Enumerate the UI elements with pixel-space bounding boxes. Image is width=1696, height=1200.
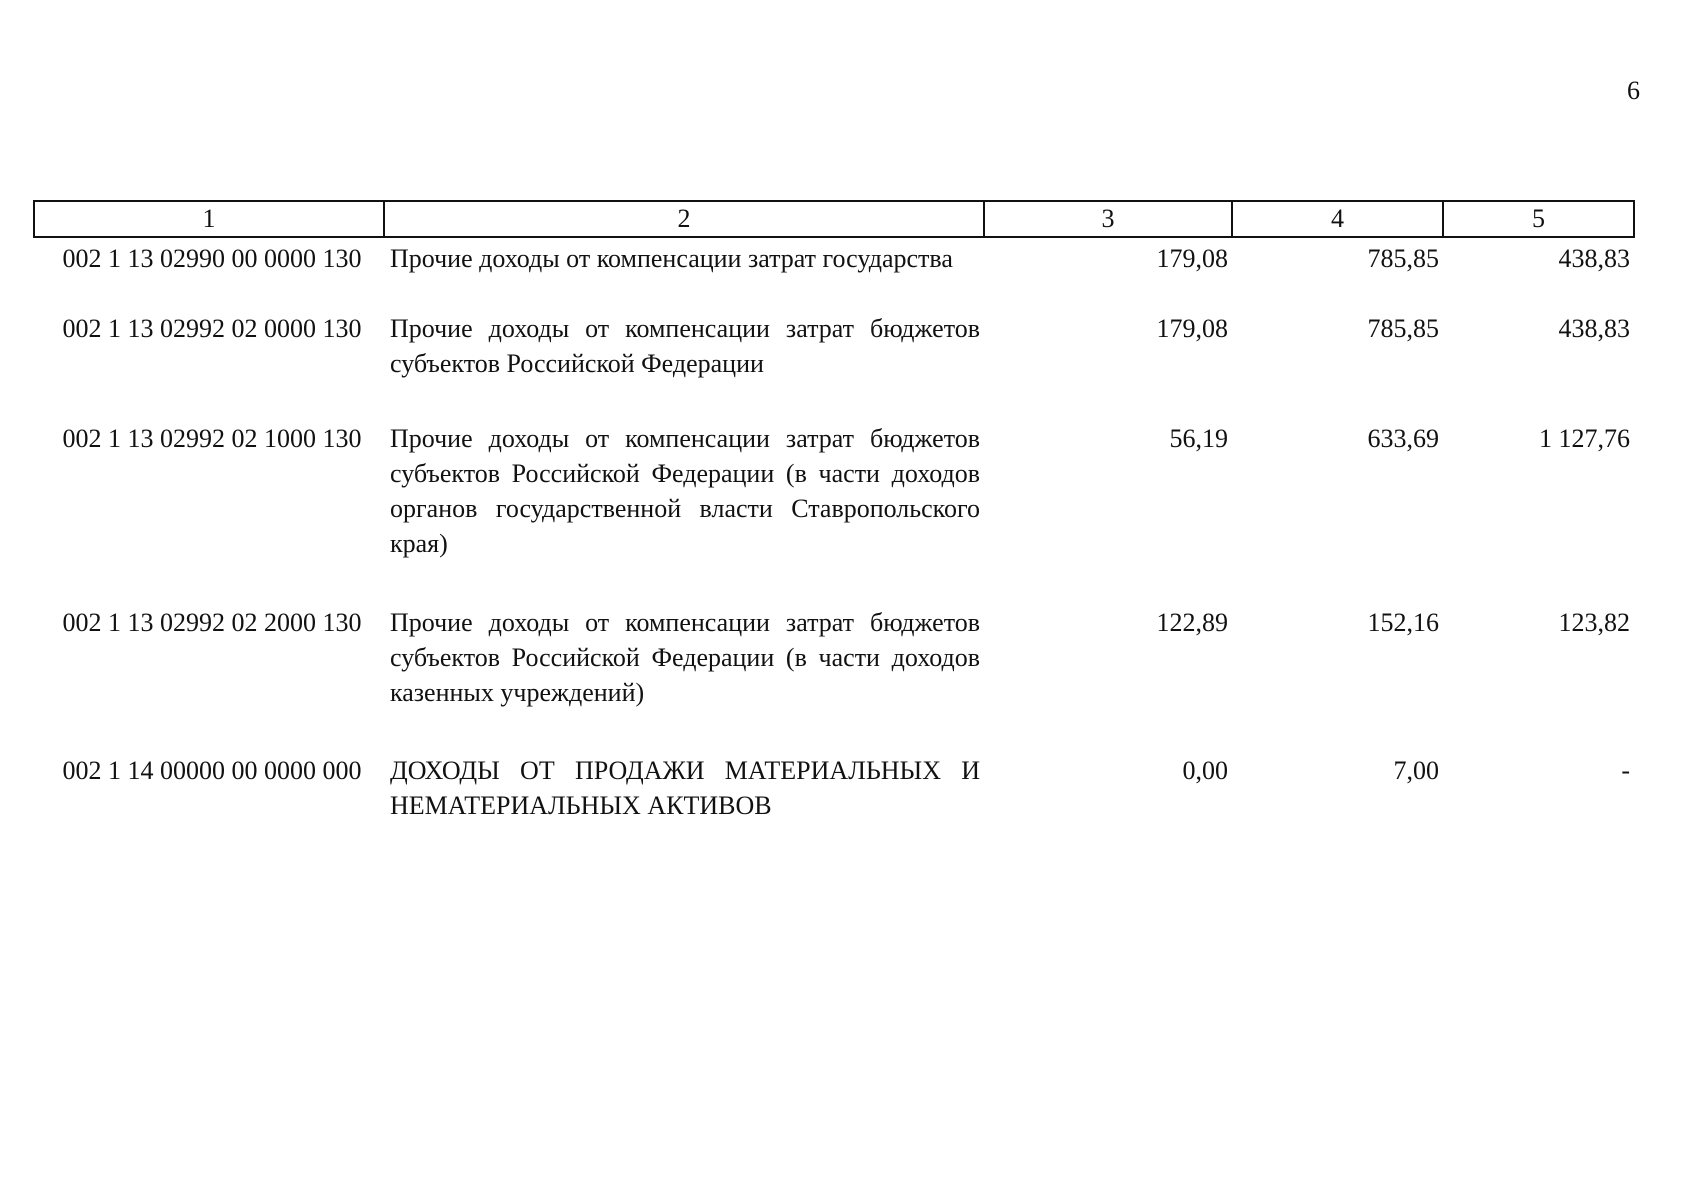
value-col-4: 7,00 <box>1393 756 1439 785</box>
revenue-description: Прочие доходы от компенсации затрат бюджетов субъектов Российской Федерации <box>390 314 980 378</box>
table-row <box>34 753 1634 833</box>
value-col-5: 438,83 <box>1558 314 1630 343</box>
budget-code: 002 1 14 00000 00 0000 000 <box>62 756 362 785</box>
revenue-description: ДОХОДЫ ОТ ПРОДАЖИ МАТЕРИАЛЬНЫХ И НЕМАТЕРИАЛЬНЫХ АКТИВОВ <box>390 756 980 820</box>
budget-code: 002 1 13 02992 02 0000 130 <box>62 314 362 343</box>
value-col-3: 122,89 <box>1156 608 1228 637</box>
value-col-4: 152,16 <box>1367 608 1439 637</box>
value-col-5: - <box>1621 756 1630 785</box>
budget-code: 002 1 13 02992 02 2000 130 <box>62 608 362 637</box>
column-header-4: 4 <box>1232 201 1443 237</box>
value-col-3: 0,00 <box>1182 756 1228 785</box>
value-col-4: 785,85 <box>1367 244 1439 273</box>
value-col-4: 785,85 <box>1367 314 1439 343</box>
page-number: 6 <box>1627 76 1640 105</box>
value-col-3: 179,08 <box>1156 244 1228 273</box>
revenue-table-container <box>33 200 1633 833</box>
table-row <box>34 311 1634 421</box>
table-row <box>34 605 1634 753</box>
column-header-3: 3 <box>984 201 1232 237</box>
value-col-3: 56,19 <box>1169 424 1228 453</box>
value-col-5: 123,82 <box>1558 608 1630 637</box>
column-header-1: 1 <box>34 201 384 237</box>
value-col-4: 633,69 <box>1367 424 1439 453</box>
value-col-5: 438,83 <box>1558 244 1630 273</box>
table-header-row <box>34 201 1634 237</box>
table-row <box>34 421 1634 605</box>
revenue-description: Прочие доходы от компенсации затрат бюджетов субъектов Российской Федерации (в части доходов органов государственной власти Ставропольского края) <box>390 424 980 558</box>
column-header-2: 2 <box>384 201 984 237</box>
budget-code: 002 1 13 02990 00 0000 130 <box>62 244 362 273</box>
value-col-5: 1 127,76 <box>1539 424 1630 453</box>
table-row <box>34 237 1634 311</box>
revenue-description: Прочие доходы от компенсации затрат государства <box>390 244 953 273</box>
revenue-table <box>33 200 1635 833</box>
revenue-description: Прочие доходы от компенсации затрат бюджетов субъектов Российской Федерации (в части доходов казенных учреждений) <box>390 608 980 707</box>
budget-code: 002 1 13 02992 02 1000 130 <box>62 424 362 453</box>
value-col-3: 179,08 <box>1156 314 1228 343</box>
column-header-5: 5 <box>1443 201 1634 237</box>
